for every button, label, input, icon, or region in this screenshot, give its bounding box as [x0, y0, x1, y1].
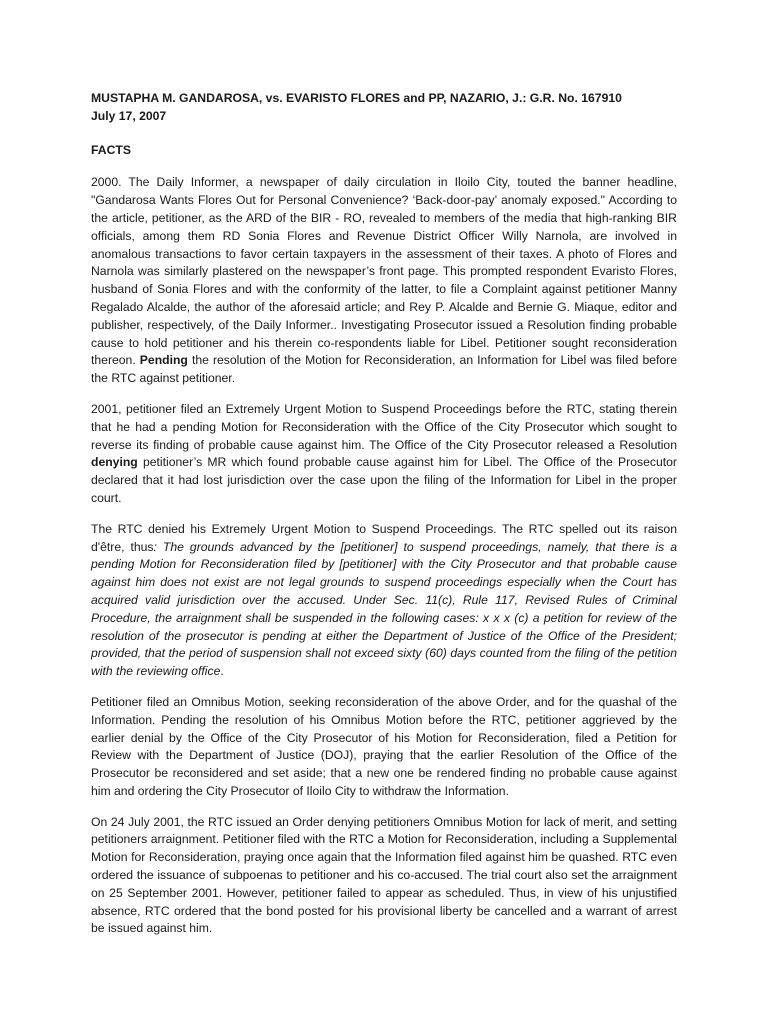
paragraph-1-bold: Pending — [139, 353, 188, 368]
paragraph-1 — [91, 174, 677, 388]
paragraph-2-text-b: petitioner’s MR which found probable cause against him for Libel. The Office of the Prosecutor declared that it had lost jurisdiction over the case upon the filing of the Information for Libel in the proper court. — [91, 455, 677, 505]
paragraph-3 — [91, 521, 677, 681]
paragraph-3-quote: : The grounds advanced by the [petitioner] to suspend proceedings, namely, that there is a pending Motion for Reconsideration filed by [petitioner] with the City Prosecutor and that probable cause against him does not exist are not legal grounds to suspend proceedings especially when the Court has acquired valid jurisdiction over the accused. Under Sec. 11(c), Rule 117, Revised Rules of Criminal Procedure, the arraignment shall be suspended in the following cases: x x x (c) a petition for review of the resolution of the prosecutor is pending at either the Department of Justice of the Office of the President; provided, that the period of suspension shall not exceed sixty (60) days counted from the filing of the petition with the reviewing office — [91, 539, 677, 679]
paragraph-4: Petitioner filed an Omnibus Motion, seeking reconsideration of the above Order, and for the quashal of the Information. Pending the resolution of his Omnibus Motion before the RTC, petitioner aggrieved by the earlier denial by the Office of the City Prosecutor of his Motion for Reconsideration, filed a Petition for Review with the Department of Justice (DOJ), praying that the earlier Resolution of the Office of the Prosecutor be reconsidered and set aside; that a new one be rendered finding no probable cause against him and ordering the City Prosecutor of Iloilo City to withdraw the Information. — [91, 694, 677, 798]
paragraph-2-text-a: 2001, petitioner filed an Extremely Urgent Motion to Suspend Proceedings before the RTC, stating therein that he had a pending Motion for Reconsideration with the Office of the City Prosecutor which sought to reverse its finding of probable cause against him. The Office of the City Prosecutor released a Resolution — [91, 401, 677, 452]
paragraph-2 — [91, 401, 677, 508]
paragraph-5: On 24 July 2001, the RTC issued an Order denying petitioners Omnibus Motion for lack of merit, and setting petitioners arraignment. Petitioner filed with the RTC a Motion for Reconsideration, including a Supplemental Motion for Reconsideration, praying once again that the Information filed against him be quashed. RTC even ordered the issuance of subpoenas to petitioner and his co-accused. The trial court also set the arraignment on 25 September 2001. However, petitioner failed to appear as scheduled. Thus, in view of his unjustified absence, RTC ordered that the bond posted for his provisional liberty be cancelled and a warrant of arrest be issued against him. — [91, 814, 677, 936]
paragraph-3-text-b: . — [220, 664, 224, 679]
paragraph-1-text-b: the resolution of the Motion for Reconsideration, an Information for Libel was filed before the RTC against petitioner. — [91, 353, 677, 386]
case-title — [91, 90, 677, 126]
facts-heading: FACTS — [91, 142, 131, 157]
paragraph-2-bold: denying — [91, 455, 138, 470]
case-caption: MUSTAPHA M. GANDAROSA, vs. EVARISTO FLORES and PP, NAZARIO, J.: G.R. No. 167910 — [91, 91, 622, 105]
case-date: July 17, 2007 — [91, 108, 167, 123]
paragraph-1-text-a: 2000. The Daily Informer, a newspaper of daily circulation in Iloilo City, touted the banner headline, "Gandarosa Wants Flores Out for Personal Convenience? ‘Back-door-pay’ anomaly exposed." According to the article, petitioner, as the ARD of the BIR - RO, revealed to members of the media that high-ranking BIR officials, among them RD Sonia Flores and Revenue District Officer Willy Narnola, are involved in anomalous transactions to favor certain taxpayers in the assessment of their taxes. A photo of Flores and Narnola was similarly plastered on the newspaper’s front page. This prompted respondent Evaristo Flores, husband of Sonia Flores and with the conformity of the latter, to file a Complaint against petitioner Manny Regalado Alcalde, the author of the aforesaid article; and Rey P. Alcalde and Bernie G. Miaque, editor and publisher, respectively, of the Daily Informer.. Investigating Prosecutor issued a Resolution finding probable cause to hold petitioner and his therein co-respondents liable for Libel. Petitioner sought reconsideration thereon. — [91, 175, 677, 368]
paragraph-3-text-a: The RTC denied his Extremely Urgent Motion to Suspend Proceedings. The RTC spelled out its raison d'être, thus — [91, 521, 677, 554]
